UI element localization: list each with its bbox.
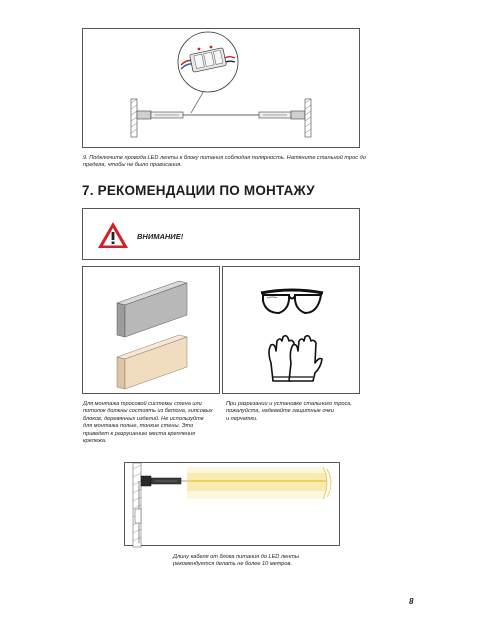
step9-caption-line2: предела, чтобы не было провисания. bbox=[83, 162, 182, 169]
cable-anchor bbox=[141, 476, 181, 486]
connector-magnifier bbox=[178, 32, 238, 92]
warning-label: ВНИМАНИЕ! bbox=[137, 232, 184, 241]
led-glow bbox=[187, 467, 331, 499]
wall-material-line: потолок должны состоять из бетона, гипсовых bbox=[83, 408, 213, 415]
wall-material-panel bbox=[82, 266, 220, 394]
wall-blocks-illustration bbox=[83, 267, 221, 395]
step9-illustration bbox=[83, 29, 361, 149]
cable-caption-line2: рекомендуется делать не более 10 метров. bbox=[173, 561, 293, 568]
left-anchor bbox=[137, 111, 183, 119]
power-supply-box bbox=[135, 509, 141, 523]
wooden-block bbox=[117, 335, 187, 389]
wall-strip bbox=[133, 463, 141, 547]
wall-material-line: для монтажа полые, тонкие стены. Это bbox=[83, 423, 194, 430]
page-number: 8 bbox=[409, 597, 414, 606]
cable-illustration bbox=[125, 463, 341, 547]
magnifier-pointer bbox=[191, 89, 205, 113]
cable-caption bbox=[173, 554, 343, 569]
wall-material-line: Для монтажа тросовой системы стена или bbox=[83, 401, 202, 407]
warning-box bbox=[82, 208, 360, 260]
cable-caption-line1: Длину кабеля от блока питания до LED ленты bbox=[173, 554, 300, 560]
safety-gear-line: пожалуйста, надевайте защитные очки bbox=[226, 408, 334, 415]
safety-gear-panel bbox=[222, 266, 360, 394]
wall-material-text bbox=[83, 401, 223, 445]
protective-gloves-icon bbox=[263, 333, 323, 385]
wall-material-line: приведет к разрушению места крепления bbox=[83, 430, 196, 437]
right-anchor bbox=[259, 111, 305, 119]
left-wall bbox=[131, 99, 137, 137]
wall-material-line: блоков, деревянных изделий. Не используйте bbox=[83, 415, 204, 422]
safety-glasses-icon bbox=[257, 285, 327, 317]
safety-gear-text bbox=[226, 401, 366, 423]
safety-gear-line: При разрезании и установке стального троса, bbox=[226, 401, 352, 407]
section-title: 7. РЕКОМЕНДАЦИИ ПО МОНТАЖУ bbox=[82, 183, 315, 198]
step9-figure bbox=[82, 28, 360, 148]
right-wall bbox=[305, 99, 311, 137]
step9-caption-line1: 9. Подключите провода LED ленты к блоку питания соблюдая полярность. Натяните стальной трос до bbox=[83, 155, 366, 161]
safety-gear-line: и перчатки. bbox=[226, 415, 258, 422]
cable-diagram bbox=[124, 462, 340, 546]
step9-caption bbox=[83, 155, 403, 170]
warning-triangle-icon bbox=[97, 221, 129, 249]
concrete-block bbox=[117, 281, 187, 337]
wall-material-line: крепежа. bbox=[83, 438, 107, 445]
